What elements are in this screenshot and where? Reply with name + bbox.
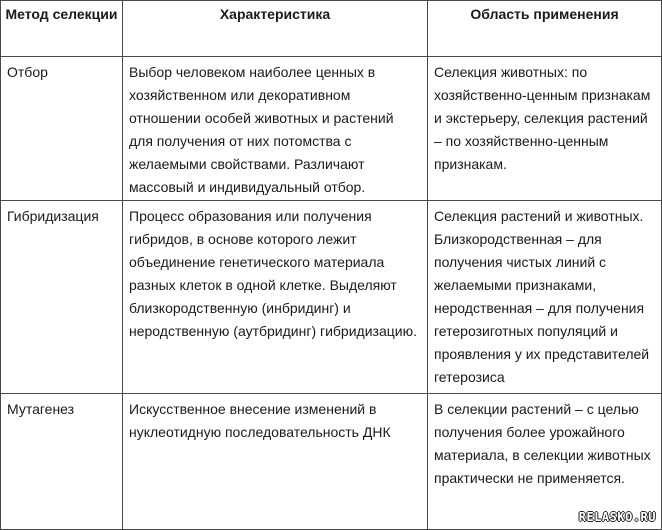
table-row [1, 394, 662, 530]
table-row [1, 57, 662, 201]
cell-method: Отбор [1, 57, 123, 201]
cell-characteristic: Выбор человеком наиболее ценных в хозяйственном или декоративном отношении особей животных и растений для получения от них потомства с желаемыми свойствами. Различают массовый и индивидуальный отбор. [123, 57, 428, 201]
watermark: RELASKO.RU [578, 510, 656, 524]
cell-characteristic: Искусственное внесение изменений в нуклеотидную последовательность ДНК [123, 394, 428, 530]
table-header-row [1, 1, 662, 57]
cell-method: Мутагенез [1, 394, 123, 530]
cell-characteristic: Процесс образования или получения гибридов, в основе которого лежит объединение генетического материала разных клеток в одной клетке. Выделяют близкородственную (инбридинг) и неродственную (аутбридинг) гибридизацию. [123, 201, 428, 394]
table-row [1, 201, 662, 394]
header-application: Область применения [428, 1, 662, 57]
cell-method: Гибридизация [1, 201, 123, 394]
cell-application: Селекция растений и животных. Близкородственная – для получения чистых линий с желаемыми признаками, неродственная – для получения гетерозиготных популяций и проявления у их представителей гетерозиса [428, 201, 662, 394]
cell-application: Селекция животных: по хозяйственно-ценным признакам и экстерьеру, селекция растений – по хозяйственно-ценным признакам. [428, 57, 662, 201]
header-method: Метод селекции [1, 1, 123, 57]
cell-application: В селекции растений – с целью получения более урожайного материала, в селекции животных практически не применяется. [428, 394, 662, 530]
header-characteristic: Характеристика [123, 1, 428, 57]
